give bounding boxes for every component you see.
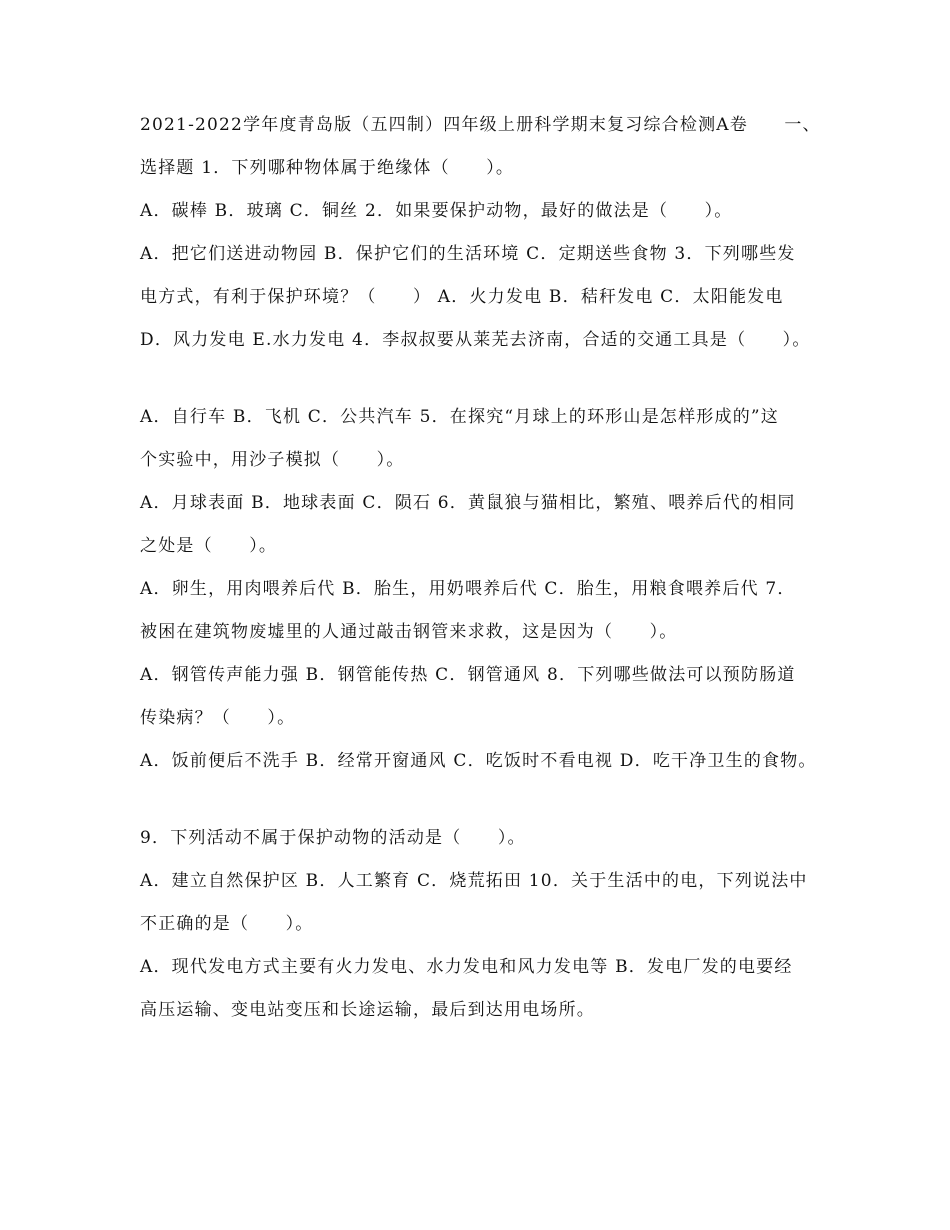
text-line-3: A．碳棒 B．玻璃 C．铜丝 2．如果要保护动物，最好的做法是（ ）。	[140, 201, 733, 221]
text-line-16: 9．下列活动不属于保护动物的活动是（ ）。	[140, 828, 526, 848]
text-line-11: A．卵生，用肉喂养后代 B．胎生，用奶喂养后代 C．胎生，用粮食喂养后代 7．	[140, 579, 796, 599]
text-line-10: 之处是（ ）。	[140, 536, 278, 556]
text-line-5: 电方式，有利于保护环境？（ ） A．火力发电 B．秸秆发电 C．太阳能发电	[140, 287, 784, 307]
text-line-18: 不正确的是（ ）。	[140, 914, 314, 934]
paragraph-gap	[140, 783, 830, 817]
text-line-8: 个实验中，用沙子模拟（ ）。	[140, 450, 405, 470]
text-line-7: A．自行车 B．飞机 C．公共汽车 5．在探究“月球上的环形山是怎样形成的”这	[140, 407, 779, 427]
text-line-6: D．风力发电 E.水力发电 4．李叔叔要从莱芜去济南，合适的交通工具是（ ）。	[140, 330, 811, 350]
text-line-4: A．把它们送进动物园 B．保护它们的生活环境 C．定期送些食物 3．下列哪些发	[140, 244, 796, 264]
document-body	[140, 104, 830, 1032]
paragraph-gap	[140, 362, 830, 396]
text-line-14: 传染病？（ ）。	[140, 708, 296, 728]
text-line-13: A．钢管传声能力强 B．钢管能传热 C．钢管通风 8．下列哪些做法可以预防肠道	[140, 665, 796, 685]
text-line-1: 2021-2022学年度青岛版（五四制）四年级上册科学期末复习综合检测A卷 一、	[140, 115, 821, 135]
text-line-2: 选择题 1．下列哪种物体属于绝缘体（ ）。	[140, 158, 515, 178]
text-line-19: A．现代发电方式主要有火力发电、水力发电和风力发电等 B．发电厂发的电要经	[140, 957, 793, 977]
text-line-12: 被困在建筑物废墟里的人通过敲击钢管来求救，这是因为（ ）。	[140, 622, 678, 642]
text-line-20: 高压运输、变电站变压和长途运输，最后到达用电场所。	[140, 1000, 595, 1020]
text-line-15: A．饭前便后不洗手 B．经常开窗通风 C．吃饭时不看电视 D．吃干净卫生的食物。	[140, 751, 817, 771]
text-line-9: A．月球表面 B．地球表面 C．陨石 6．黄鼠狼与猫相比，繁殖、喂养后代的相同	[140, 493, 796, 513]
text-line-17: A．建立自然保护区 B．人工繁育 C．烧荒拓田 10．关于生活中的电，下列说法中	[140, 871, 808, 891]
